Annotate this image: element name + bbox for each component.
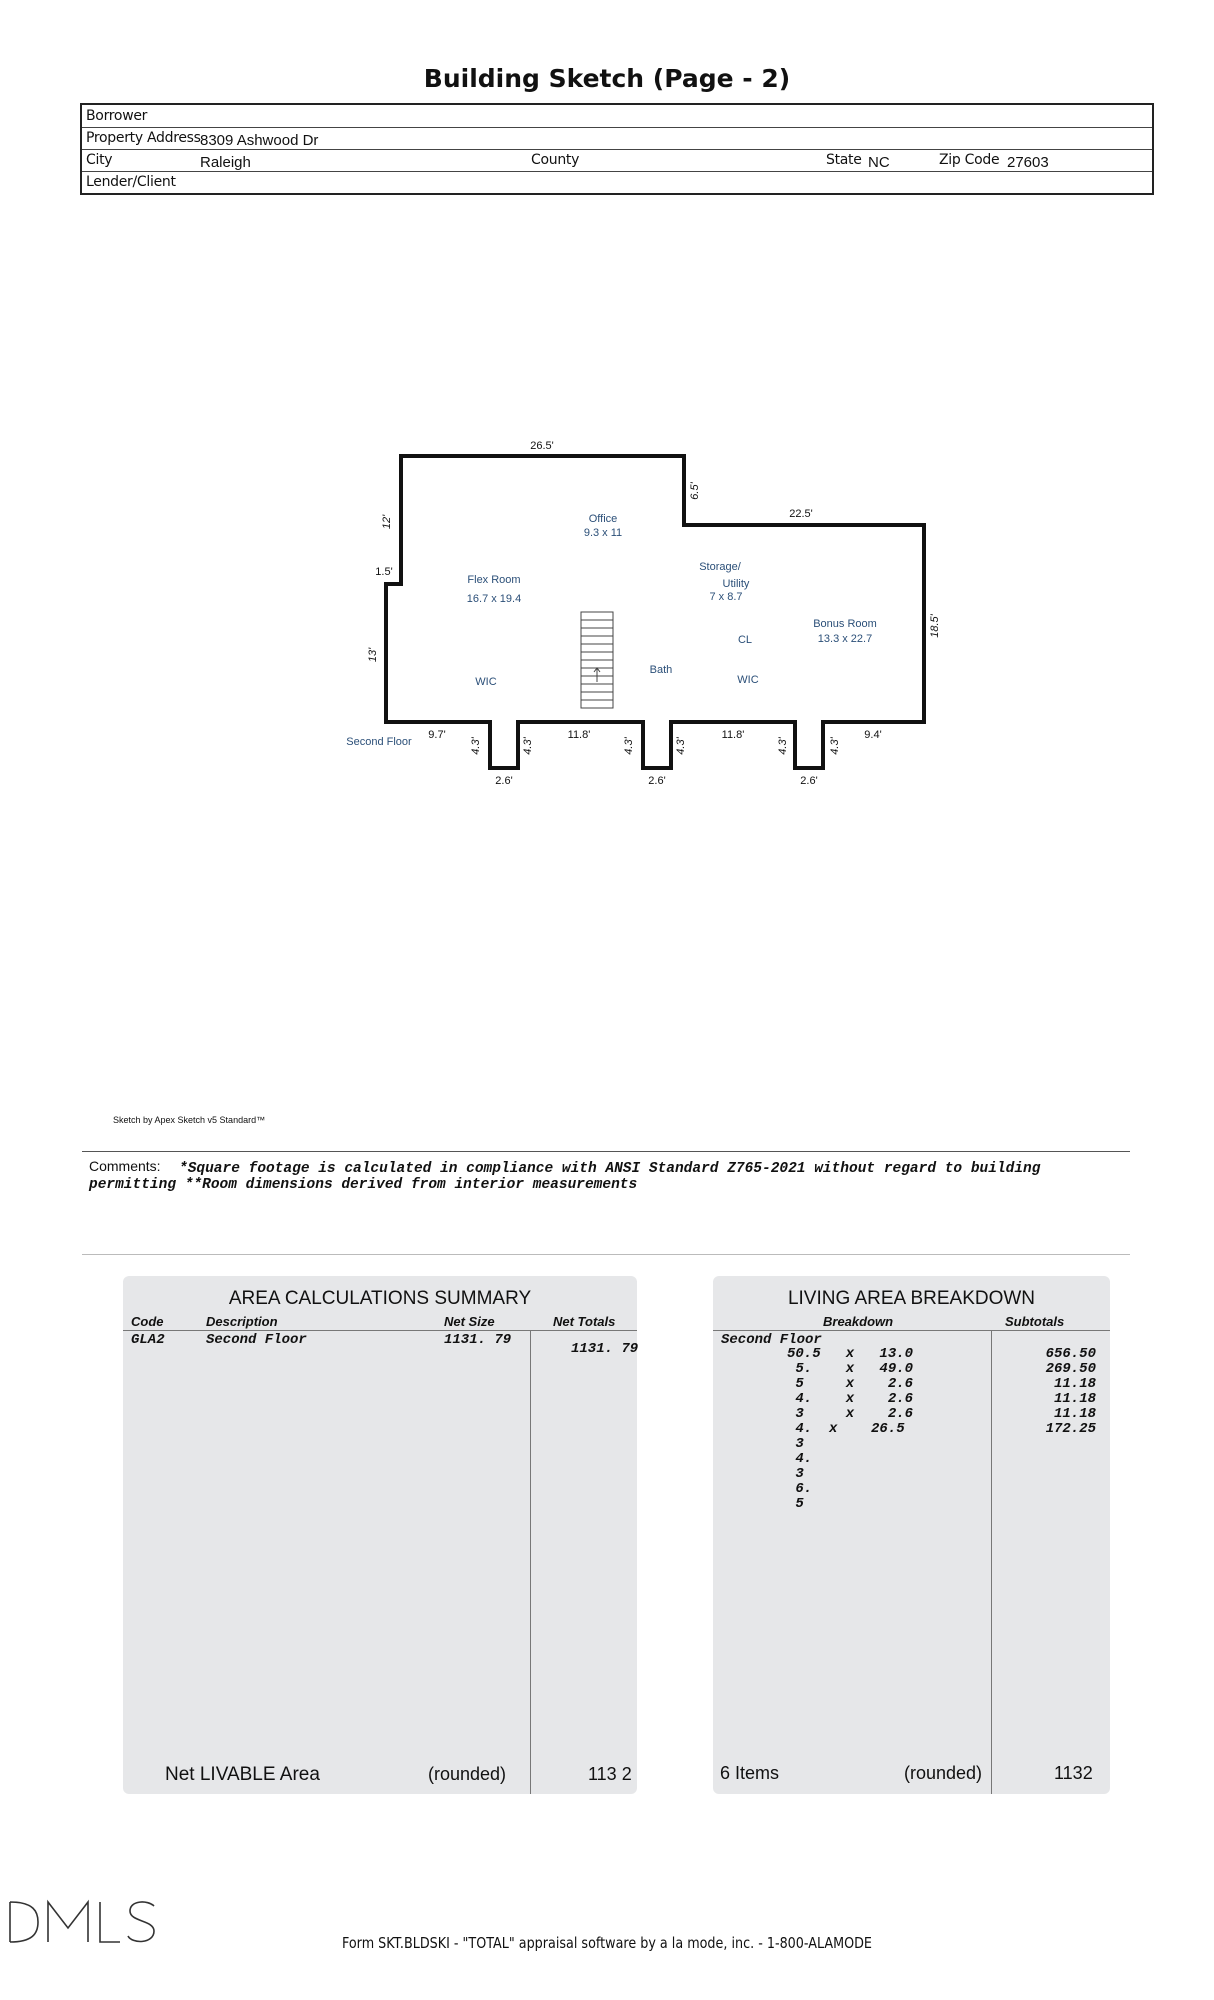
room-wic-right-label: WIC [737,674,759,686]
net-livable-value: 113 2 [588,1764,632,1784]
breakdown-row-calc: 4. x 26.5 [787,1421,905,1437]
comments-label: Comments: [89,1158,161,1174]
breakdown-section-label: Second Floor [721,1332,822,1348]
state-label: State [826,152,862,168]
dim-right: 18.5' [929,614,941,638]
room-bath-label: Bath [649,664,673,676]
breakdown-row-calc: 5 x 2.6 [787,1376,914,1392]
breakdown-row-calc: 3 [787,1436,804,1452]
county-label: County [531,152,580,168]
dim-notch-width: 2.6' [495,775,513,787]
form-footer: Form SKT.BLDSKI - "TOTAL" appraisal software by a la mode, inc. - 1-800-ALAMODE [341,1934,872,1952]
breakdown-row [713,1407,1110,1422]
area-calculations-panel [123,1276,637,1794]
col-description: Description [206,1314,278,1329]
dim-notch-depth: 4.3' [777,737,789,755]
dim-notch-depth: 4.3' [470,737,482,755]
room-office-label: Office [588,513,618,525]
dim-notch-depth: 4.3' [675,737,687,755]
dim-left-lower: 13' [367,647,379,663]
breakdown-row-calc: 6. [787,1481,813,1497]
living-area-breakdown-panel [713,1276,1110,1794]
dim-left-upper: 12' [381,514,393,530]
col-subtotals: Subtotals [1005,1314,1065,1329]
sketch-credit: Sketch by Apex Sketch v5 Standard™ [113,1115,266,1125]
breakdown-row-subtotal: 172.25 [1045,1421,1096,1437]
dim-top: 26.5' [530,440,554,452]
breakdown-row-subtotal: 656.50 [1045,1346,1096,1362]
breakdown-row-subtotal: 269.50 [1045,1361,1096,1377]
zip-value: 27603 [1007,154,1049,171]
area-row-description: Second Floor [206,1332,307,1348]
breakdown-row [713,1392,1110,1407]
area-row-net-total: 1131. 79 [571,1341,639,1357]
floor-plan-outline [386,456,924,768]
dim-upper-right: 22.5' [789,508,813,520]
breakdown-row [713,1377,1110,1392]
breakdown-row-calc: 5. x 49.0 [787,1361,914,1377]
dim-step-right: 6.5' [689,482,701,500]
breakdown-row-calc: 5 [787,1496,804,1512]
room-wic-left-label: WIC [475,676,497,688]
dim-bottom-2: 11.8' [567,729,591,741]
breakdown-row-calc: 3 x 2.6 [787,1406,914,1422]
breakdown-row-subtotal: 11.18 [1053,1406,1096,1422]
room-storage-label: Storage/ [699,561,741,573]
page-title: Building Sketch (Page - 2) [423,64,791,93]
breakdown-row-calc: 4. x 2.6 [787,1391,914,1407]
area-column-divider [530,1330,531,1794]
dim-bottom-3: 11.8' [721,729,745,741]
comments-divider [82,1151,1130,1152]
area-row-net-size: 1131. 79 [444,1332,512,1348]
breakdown-panel-title: LIVING AREA BREAKDOWN [787,1288,1036,1309]
breakdown-rounded: (rounded) [904,1763,983,1783]
col-net-totals: Net Totals [553,1314,616,1329]
zip-label: Zip Code [939,152,1000,168]
breakdown-header-divider [713,1330,1110,1331]
breakdown-row [713,1467,1110,1482]
breakdown-row [713,1422,1110,1437]
room-flex-label: Flex Room [467,574,521,586]
dim-notch-width: 2.6' [648,775,666,787]
room-storage-size: 7 x 8.7 [709,591,743,603]
room-office-size: 9.3 x 11 [583,527,623,539]
net-livable-label: Net LIVABLE Area [165,1764,320,1785]
dim-bottom-1: 9.7' [428,729,446,741]
breakdown-total-value: 1132 [1054,1763,1093,1783]
breakdown-row-subtotal: 11.18 [1053,1376,1096,1392]
dim-left-step: 1.5' [375,566,393,578]
floor-plan-sketch [0,0,1214,820]
address-value: 8309 Ashwood Dr [200,132,319,149]
floor-label: Second Floor [346,736,412,748]
area-header-divider [123,1330,637,1331]
room-bonus-label: Bonus Room [813,618,877,630]
dim-notch-depth: 4.3' [623,737,635,755]
room-cl-label: CL [737,634,753,646]
breakdown-items-count: 6 Items [720,1763,780,1783]
breakdown-row [713,1347,1110,1362]
col-net-size: Net Size [444,1314,495,1329]
lender-label: Lender/Client [86,174,176,190]
room-utility-label: Utility [722,578,750,590]
area-panel-title: AREA CALCULATIONS SUMMARY [228,1288,532,1309]
dim-notch-depth: 4.3' [522,737,534,755]
address-label: Property Address [86,130,201,146]
breakdown-row-calc: 3 [787,1466,804,1482]
net-livable-rounded: (rounded) [428,1764,507,1784]
room-bonus-size: 13.3 x 22.7 [817,633,873,645]
breakdown-row-calc: 50.5 x 13.0 [787,1346,914,1362]
breakdown-row-subtotal: 11.18 [1053,1391,1096,1407]
breakdown-row [713,1482,1110,1497]
room-flex-size: 16.7 x 19.4 [466,593,522,605]
breakdown-row [713,1497,1110,1512]
breakdown-rows [713,1347,1110,1512]
col-breakdown: Breakdown [823,1314,894,1329]
section-divider [82,1254,1130,1255]
stairs [581,612,613,708]
state-value: NC [868,154,890,171]
col-code: Code [131,1314,164,1329]
comments-text: *Square footage is calculated in compliance with ANSI Standard Z765-2021 without regard to building permitting **Room dimensions derived from interior measurements [89,1161,1050,1193]
breakdown-row [713,1452,1110,1467]
dim-notch-depth: 4.3' [829,737,841,755]
dim-bottom-4: 9.4' [864,729,882,741]
city-label: City [86,152,113,168]
dim-notch-width: 2.6' [800,775,818,787]
area-row-code: GLA2 [131,1332,165,1348]
borrower-label: Borrower [86,108,148,124]
breakdown-row [713,1362,1110,1377]
city-value: Raleigh [200,154,251,171]
breakdown-row-calc: 4. [787,1451,813,1467]
breakdown-row [713,1437,1110,1452]
